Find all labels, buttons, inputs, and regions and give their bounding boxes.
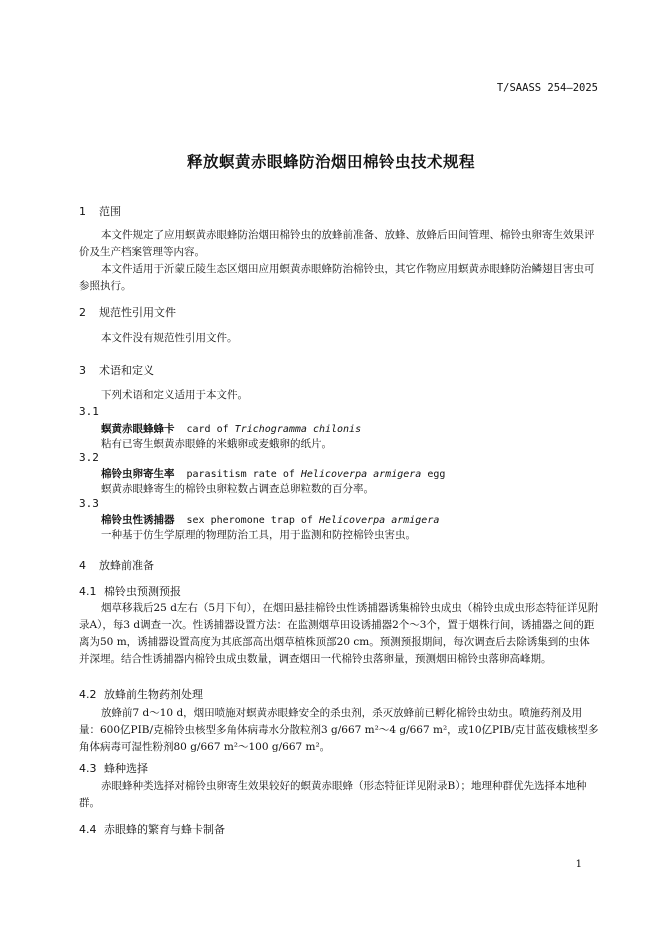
term-definition: 一种基于仿生学原理的物理防治工具，用于监测和防控棉铃虫害虫。 — [101, 529, 416, 541]
section-number: 2 — [79, 306, 86, 319]
subsection-4-1-heading — [79, 583, 181, 599]
document-title: 释放螟黄赤眼蜂防治烟田棉铃虫技术规程 — [186, 153, 475, 171]
term-entry — [101, 421, 361, 436]
section-2-heading — [79, 304, 176, 320]
term-number: 3.2 — [79, 451, 99, 464]
paragraph: 放蜂前7 d～10 d，烟田喷施对螟黄赤眼蜂安全的杀虫剂，杀灭放蜂前已孵化棉铃虫幼虫。喷施药剂及用量：600亿PIB/克棉铃虫核型多角体病毒水分散粒剂3 g/667 m²～4 g/667 m²，或10亿PIB/克甘蓝夜蛾核型多角体病毒可湿性粉剂80 g/667 m²～100 g/667 m²。 — [79, 707, 599, 753]
paragraph: 烟草移栽后25 d左右（5月下旬），在烟田悬挂棉铃虫性诱捕器诱集棉铃虫成虫（棉铃虫成虫形态特征详见附录A），每3 d调查一次。性诱捕器设置方法：在监测烟草田设诱捕器2个～3个，置于烟株行间，诱捕器之间的距离为50 m，诱捕器设置高度为其底部高出烟草植株顶部20 cm。预测预报期间，每次调查后去除诱集到的虫体并深埋。结合性诱捕器内棉铃虫成虫数量，调查烟田一代棉铃虫落卵量，预测烟田棉铃虫落卵高峰期。 — [79, 602, 599, 665]
section-4-heading — [79, 557, 154, 573]
paragraph: 下列术语和定义适用于本文件。 — [101, 389, 248, 401]
section-1-heading — [79, 203, 121, 219]
term-entry — [101, 512, 439, 527]
section-title: 范围 — [99, 205, 121, 218]
section-title: 术语和定义 — [99, 364, 154, 377]
subsection-title: 放蜂前生物药剂处理 — [104, 688, 203, 701]
subsection-number: 4.2 — [79, 688, 97, 701]
paragraph: 赤眼蜂种类选择对棉铃虫卵寄生效果较好的螟黄赤眼蜂（形态特征详见附录B）；地理种群优先选择本地种群。 — [79, 780, 587, 809]
term-chinese: 棉铃虫性诱捕器 — [101, 514, 175, 526]
paragraph: 本文件规定了应用螟黄赤眼蜂防治烟田棉铃虫的放蜂前准备、放蜂、放蜂后田间管理、棉铃虫卵寄生效果评价及生产档案管理等内容。 — [79, 229, 595, 258]
term-number: 3.1 — [79, 405, 99, 418]
section-number: 3 — [79, 364, 86, 377]
subsection-title: 棉铃虫预测预报 — [104, 585, 181, 598]
page-number: 1 — [575, 859, 582, 870]
section-title: 规范性引用文件 — [99, 306, 176, 319]
term-english: card of Trichogramma chilonis — [186, 424, 362, 435]
subsection-number: 4.1 — [79, 585, 97, 598]
section-3-heading — [79, 362, 154, 378]
subsection-number: 4.3 — [79, 762, 97, 775]
paragraph: 本文件适用于沂蒙丘陵生态区烟田应用螟黄赤眼蜂防治棉铃虫，其它作物应用螟黄赤眼蜂防治鳞翅目害虫可参照执行。 — [79, 263, 595, 292]
standard-number: T/SAASS 254—2025 — [496, 82, 598, 94]
section-number: 1 — [79, 205, 86, 218]
subsection-4-2-heading — [79, 686, 203, 702]
section-title: 放蜂前准备 — [99, 559, 154, 572]
section-number: 4 — [79, 559, 86, 572]
subsection-number: 4.4 — [79, 823, 97, 836]
subsection-4-3-heading — [79, 760, 148, 776]
term-definition: 粘有已寄生螟黄赤眼蜂的米蛾卵或麦蛾卵的纸片。 — [101, 438, 332, 450]
term-chinese: 棉铃虫卵寄生率 — [101, 468, 175, 480]
subsection-4-4-heading — [79, 821, 225, 837]
subsection-title: 蜂种选择 — [104, 762, 148, 775]
subsection-title: 赤眼蜂的繁育与蜂卡制备 — [104, 823, 225, 836]
term-entry — [101, 466, 445, 481]
term-definition: 螟黄赤眼蜂寄生的棉铃虫卵粒数占调查总卵粒数的百分率。 — [101, 483, 374, 495]
paragraph: 本文件没有规范性引用文件。 — [101, 332, 238, 344]
term-chinese: 螟黄赤眼蜂蜂卡 — [101, 423, 175, 435]
term-english: parasitism rate of Helicoverpa armigera egg — [186, 469, 446, 480]
term-number: 3.3 — [79, 497, 99, 510]
term-english: sex pheromone trap of Helicoverpa armigera — [186, 515, 440, 526]
